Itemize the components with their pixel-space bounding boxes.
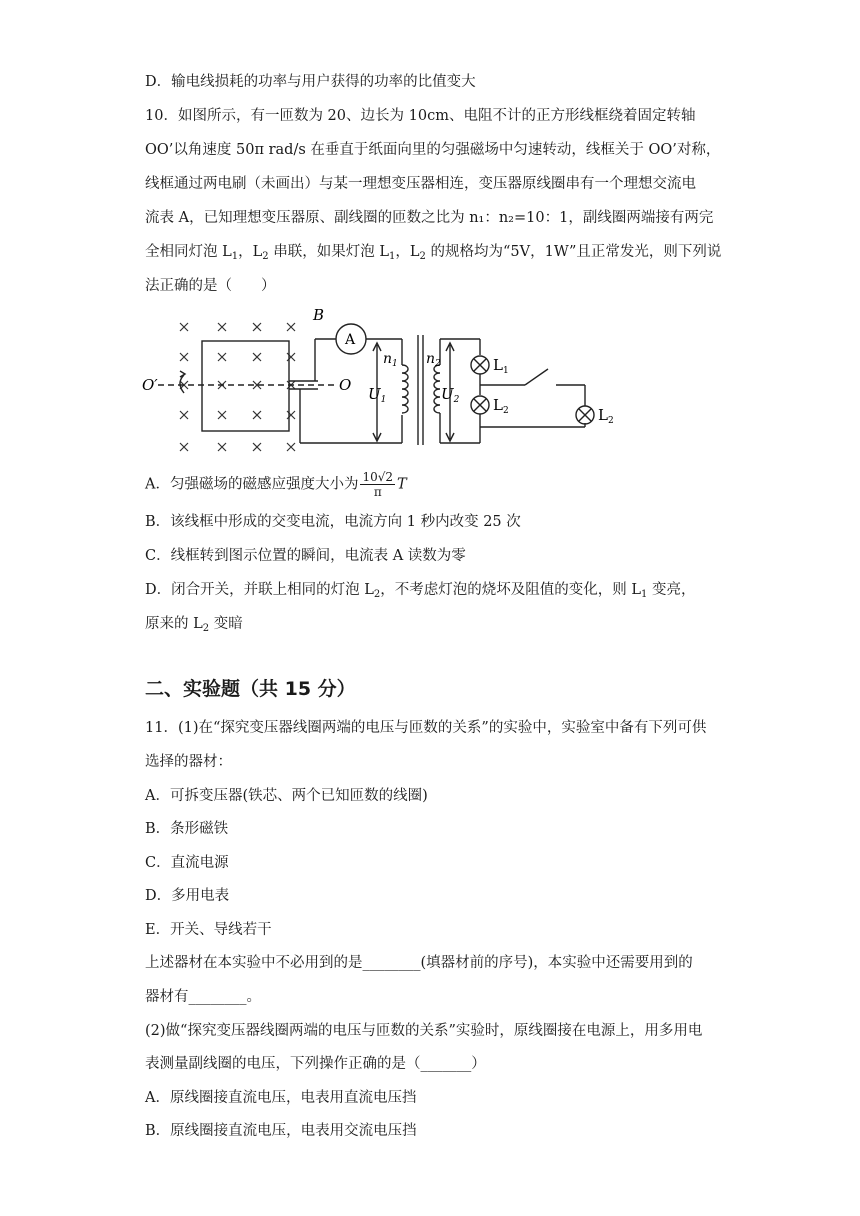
- fraction: $\frac{10√2}{\pi}$: [362, 470, 394, 499]
- label-o-prime: O′: [142, 376, 158, 394]
- label-u1: $U_1$: [368, 385, 387, 405]
- field-cross-mark: [180, 353, 188, 361]
- q11-option-e: E．开关、导线若干: [145, 922, 272, 938]
- q10-stem-line-5: 全相同灯泡 $L_1$，$L_2$ 串联，如果灯泡 $L_1$，$L_2$ 的规格均为“5V，1W”且正常发光，则下列说: [145, 244, 722, 262]
- section-heading: 二、实验题（共 15 分）: [145, 678, 356, 700]
- label-n1: $n_1$: [383, 351, 398, 369]
- label-n2: $n_2$: [426, 351, 441, 369]
- q11-part2-option-a: A．原线圈接直流电压，电表用直流电压挡: [145, 1090, 417, 1106]
- q10-option-d-cont: 原来的 $L_2$ 变暗: [145, 616, 243, 634]
- q11-part2-option-b: B．原线圈接直流电压，电表用交流电压挡: [145, 1123, 417, 1139]
- q10-stem-line-1: 10．如图所示，有一匝数为 20、边长为 10cm、电阻不计的正方形线框绕着固定转轴: [145, 108, 696, 124]
- q10-option-b: B．该线框中形成的交变电流，电流方向 1 秒内改变 25 次: [145, 514, 521, 530]
- field-cross-mark: [287, 443, 295, 451]
- secondary-coil: [434, 365, 440, 413]
- label-l2-parallel: $L_2$: [598, 406, 614, 426]
- field-cross-mark: [253, 411, 261, 419]
- label-l1: $L_1$: [493, 356, 509, 376]
- q10-option-d: D．闭合开关，并联上相同的灯泡 $L_2$，不考虑灯泡的烧坏及阻值的变化，则 $L_1$ 变亮，: [145, 582, 696, 600]
- q10-option-a: A．匀强磁场的磁感应强度大小为 $\frac{10√2}{\pi}$ T: [145, 470, 407, 499]
- q11-part2-line-1: (2)做“探究变压器线圈两端的电压与匝数的关系”实验时，原线圈接在电源上，用多用电: [145, 1023, 703, 1039]
- q10-stem-line-6: 法正确的是（ ）: [145, 278, 276, 294]
- label-l2: $L_2$: [493, 396, 509, 416]
- field-cross-mark: [218, 411, 226, 419]
- q11-option-b: B．条形磁铁: [145, 821, 229, 837]
- q11-line-3: 上述器材在本实验中不必用到的是________(填器材前的序号)，本实验中还需要用到的: [145, 955, 693, 971]
- magnetic-field-crosses: [180, 323, 295, 451]
- field-cross-mark: [180, 323, 188, 331]
- q10-stem-line-2: OO’以角速度 50π rad/s 在垂直于纸面向里的匀强磁场中匀速转动，线框关于 OO’对称，: [145, 142, 721, 158]
- field-cross-mark: [218, 353, 226, 361]
- q11-option-d: D．多用电表: [145, 888, 230, 904]
- q9-option-d: D．输电线损耗的功率与用户获得的功率的比值变大: [145, 74, 476, 90]
- field-cross-mark: [287, 323, 295, 331]
- field-cross-mark: [180, 411, 188, 419]
- q10-stem-line-4: 流表 A，已知理想变压器原、副线圈的匝数之比为 n₁：n₂=10：1，副线圈两端接有两完: [145, 210, 714, 226]
- q10-circuit-figure: [140, 305, 620, 460]
- field-cross-mark: [287, 411, 295, 419]
- switch: [525, 369, 548, 385]
- q10-option-c: C．线框转到图示位置的瞬间，电流表 A 读数为零: [145, 548, 466, 564]
- square-coil: [202, 341, 289, 431]
- field-cross-mark: [253, 443, 261, 451]
- primary-coil: [402, 365, 408, 413]
- field-cross-mark: [180, 443, 188, 451]
- label-b: B: [313, 306, 325, 324]
- label-ammeter: A: [345, 332, 356, 348]
- field-cross-mark: [218, 323, 226, 331]
- q11-line-1: 11．(1)在“探究变压器线圈两端的电压与匝数的关系”的实验中，实验室中备有下列可供: [145, 720, 707, 736]
- q10-stem-line-3: 线框通过两电刷（未画出）与某一理想变压器相连，变压器原线圈串有一个理想交流电: [145, 176, 696, 192]
- q11-option-c: C．直流电源: [145, 855, 229, 871]
- q11-part2-line-2: 表测量副线圈的电压，下列操作正确的是（_______）: [145, 1056, 486, 1072]
- field-cross-mark: [253, 323, 261, 331]
- q11-line-4: 器材有________。: [145, 989, 261, 1005]
- label-o: O: [339, 376, 352, 394]
- label-u2: $U_2$: [441, 385, 460, 405]
- q11-line-2: 选择的器材：: [145, 754, 232, 770]
- field-cross-mark: [287, 353, 295, 361]
- q11-option-a: A．可拆变压器(铁芯、两个已知匝数的线圈): [145, 788, 428, 804]
- field-cross-mark: [253, 353, 261, 361]
- field-cross-mark: [218, 443, 226, 451]
